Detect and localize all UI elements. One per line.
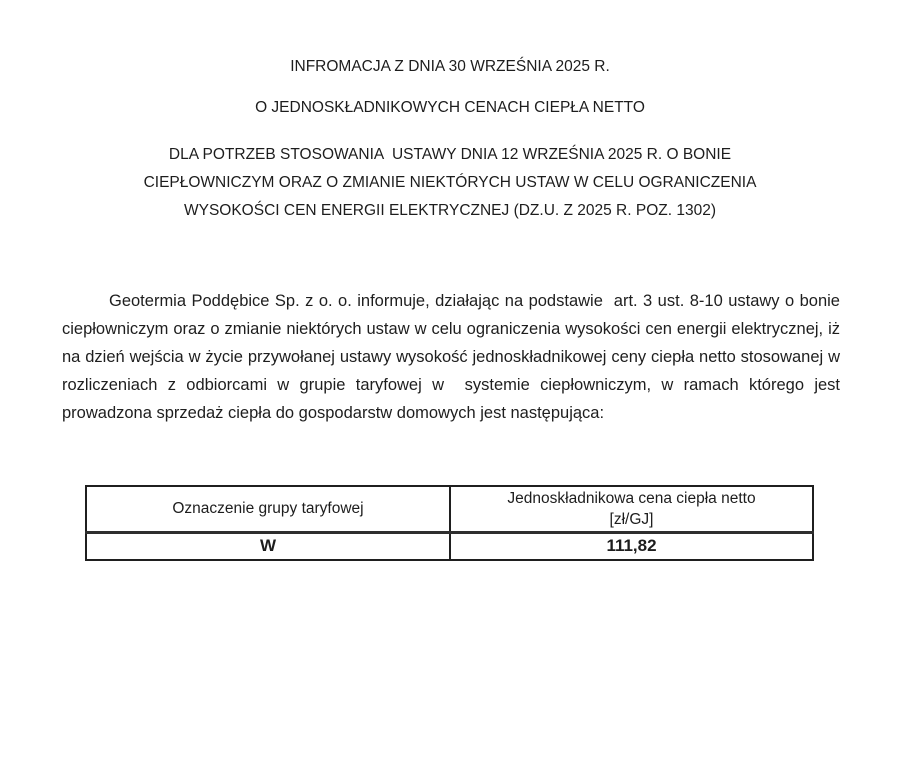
tariff-group-value: W xyxy=(86,532,450,560)
price-column-header-title: Jednoskładnikowa cena ciepła netto xyxy=(507,489,756,507)
table-header-row xyxy=(86,486,813,532)
price-value: 111,82 xyxy=(450,532,813,560)
title-line-subject: O JEDNOSKŁADNIKOWYCH CENACH CIEPŁA NETTO xyxy=(255,99,645,116)
tariff-group-column-header: Oznaczenie grupy taryfowej xyxy=(86,486,450,532)
price-column-header xyxy=(450,486,813,532)
document-header xyxy=(0,0,900,225)
title-line-legal-basis: DLA POTRZEB STOSOWANIA USTAWY DNIA 12 WRZEŚNIA 2025 R. O BONIE CIEPŁOWNICZYM ORAZ O ZMIANIE NIEKTÓRYCH USTAW W CELU OGRANICZENIA WYSOKOŚCI CEN ENERGII ELEKTRYCZNEJ (DZ.U. Z 2025 R. POZ. 1302) xyxy=(143,146,761,219)
tariff-price-table xyxy=(85,485,814,561)
price-column-header-unit: [zł/GJ] xyxy=(609,510,654,528)
body-paragraph: Geotermia Poddębice Sp. z o. o. informuje, działając na podstawie art. 3 ust. 8-10 ustawy o bonie ciepłowniczym oraz o zmianie niektórych ustaw w celu ograniczenia wysokości cen energii elektrycznej, iż na dzień wejścia w życie przywołanej ustawy wysokość jednoskładnikowej ceny ciepła netto stosowanej w rozliczeniach z odbiorcami w grupie taryfowej w systemie ciepłowniczym, w ramach którego jest prowadzona sprzedaż ciepła do gospodarstw domowych jest następująca: xyxy=(62,292,845,422)
title-line-date: INFROMACJA Z DNIA 30 WRZEŚNIA 2025 R. xyxy=(290,58,610,75)
table-row xyxy=(86,532,813,560)
